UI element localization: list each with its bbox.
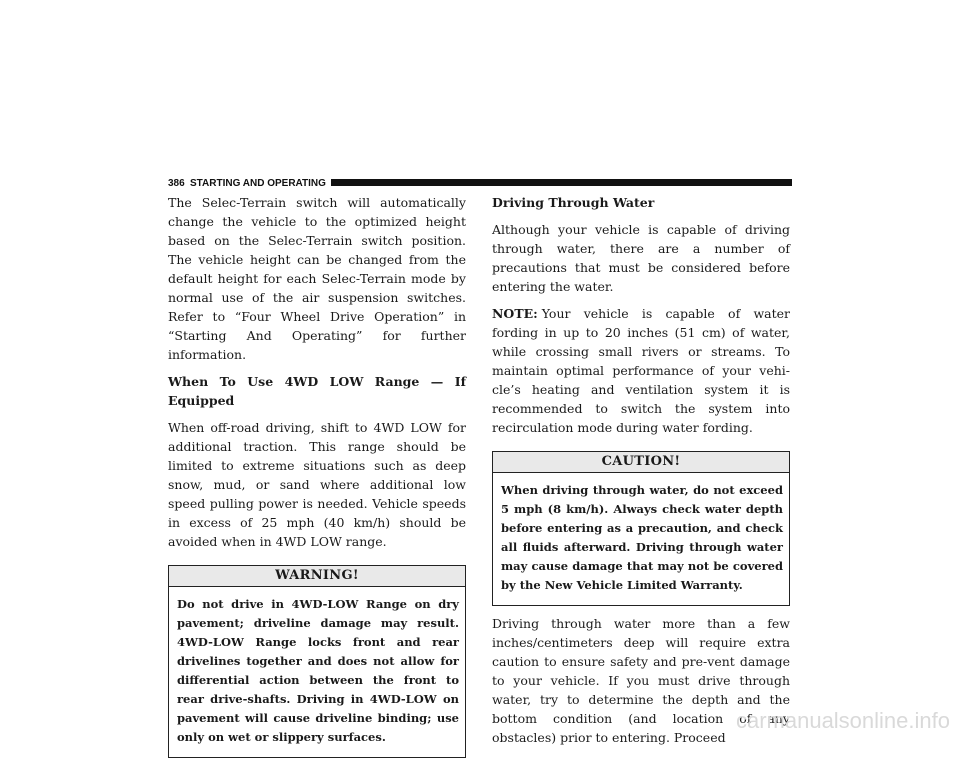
caution-title: CAUTION! (493, 452, 789, 473)
page-number: 386 (168, 178, 185, 189)
header-rule (331, 179, 792, 186)
4wd-low-heading: When To Use 4WD LOW Range — If Equipped (168, 374, 466, 408)
water-intro-paragraph: Although your vehicle is capable of driving through water, there are a number of precautions that must be considered before entering the water. (492, 222, 790, 294)
page-header (168, 177, 792, 193)
note-text: Your vehicle is capable of water fording in up to 20 inches (51 cm) of water, while crossing small rivers or streams. To maintain optimal performance of your vehi-cle’s heating and ventilation system it is recommended to switch the system into recirculation mode during water fording. (492, 306, 790, 435)
section-title: STARTING AND OPERATING (190, 178, 326, 189)
warning-text: Do not drive in 4WD-LOW Range on dry pavement; driveline damage may result. 4WD-LOW Range locks front and rear drivelines together and does not allow for differential action between the front to rear drive-shafts. Driving in 4WD-LOW on pavement will cause driveline binding; use only on wet or slippery surfaces. (177, 597, 459, 744)
note-label: NOTE: (492, 306, 538, 321)
right-column (492, 193, 790, 755)
left-column (168, 193, 466, 766)
water-heading: Driving Through Water (492, 195, 655, 210)
warning-box (168, 565, 466, 758)
warning-title: WARNING! (169, 566, 465, 587)
water-depth-paragraph: Driving through water more than a few inches/centimeters deep will require extra caution to ensure safety and pre-vent damage to your vehicle. If you must drive through water, try to determine the depth and the bottom condition (and location of any obstacles) prior to entering. Proceed (492, 616, 790, 745)
4wd-low-paragraph: When off-road driving, shift to 4WD LOW for additional traction. This range should be limited to extreme situations such as deep snow, mud, or sand where additional low speed pulling power is needed. Vehicle speeds in excess of 25 mph (40 km/h) should be avoided when in 4WD LOW range. (168, 420, 466, 549)
watermark: carmanualsonline.info (735, 708, 950, 733)
selec-terrain-paragraph: The Selec-Terrain switch will automatically change the vehicle to the optimized height based on the Selec-Terrain switch position. The vehicle height can be changed from the default height for each Selec-Terrain mode by normal use of the air suspension switches. Refer to “Four Wheel Drive Operation” in “Starting And Operating” for further information. (168, 195, 466, 362)
note-paragraph (492, 304, 790, 437)
caution-text: When driving through water, do not exceed 5 mph (8 km/h). Always check water depth before entering as a precaution, and check all fluids afterward. Driving through water may cause damage that may not be covered by the New Vehicle Limited Warranty. (501, 483, 783, 592)
caution-box (492, 451, 790, 606)
